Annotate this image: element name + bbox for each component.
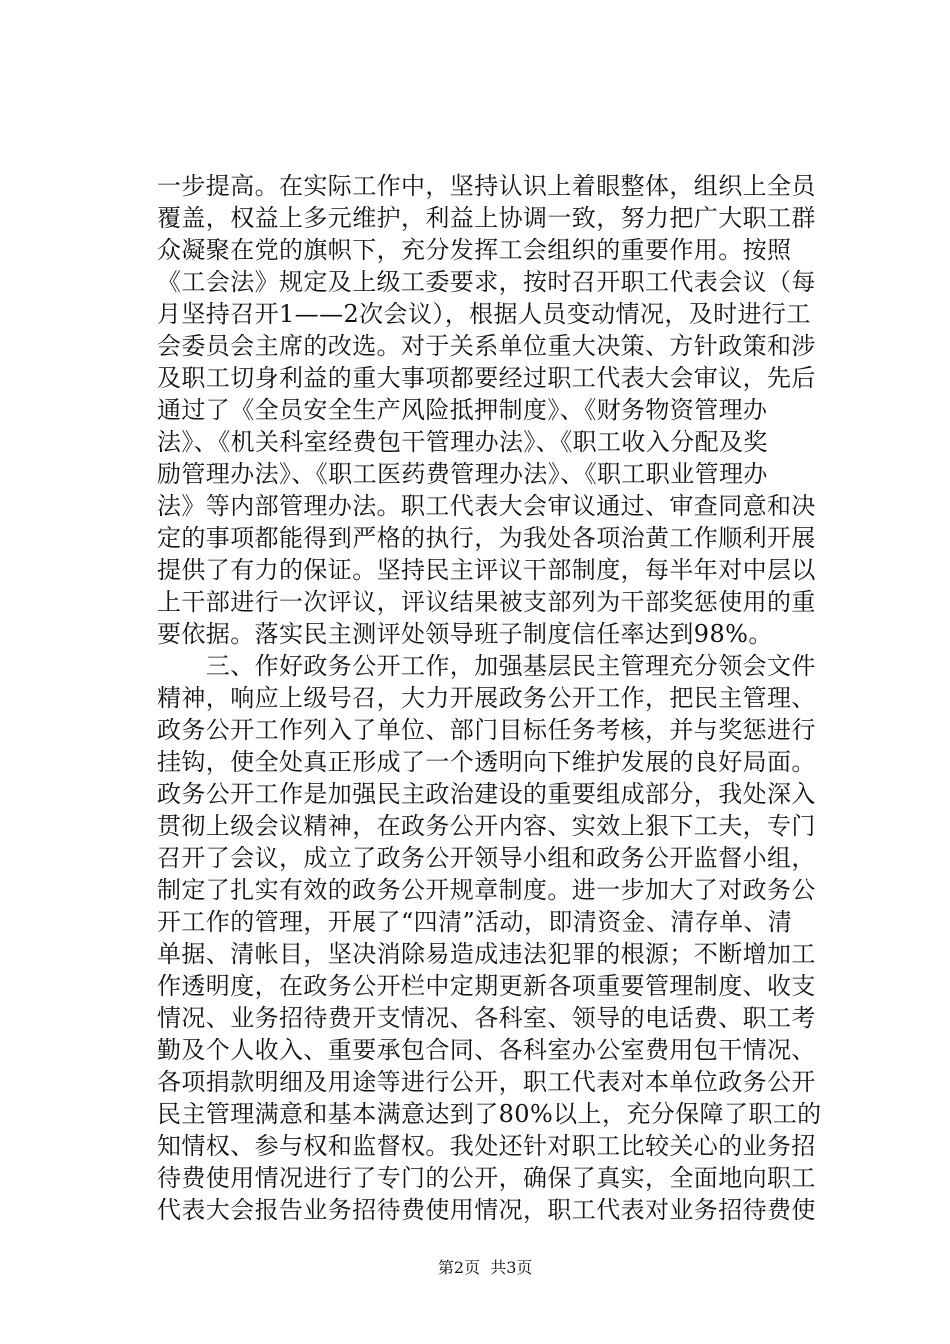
text-line: 众凝聚在党的旗帜下，充分发挥工会组织的重要作用。按照 — [157, 236, 792, 264]
text-line: 励管理办法》、《职工医药费管理办法》、《职工职业管理办 — [157, 460, 768, 488]
text-line: 情况、业务招待费开支情况、各科室、领导的电话费、职工考 — [157, 1004, 816, 1032]
text-line: 政务公开工作列入了单位、部门目标任务考核，并与奖惩进行 — [157, 716, 816, 744]
text-line: 法》、《机关科室经费包干管理办法》、《职工收入分配及奖 — [157, 428, 768, 456]
text-line: 要依据。落实民主测评处领导班子制度信任率达到98%。 — [157, 620, 773, 648]
text-line: 《工会法》规定及上级工委要求，按时召开职工代表会议（每 — [157, 268, 816, 296]
text-line: 政务公开工作是加强民主政治建设的重要组成部分，我处深入 — [157, 780, 816, 808]
text-line: 知情权、参与权和监督权。我处还针对职工比较关心的业务招 — [157, 1132, 816, 1160]
text-line: 及职工切身利益的重大事项都要经过职工代表大会审议，先后 — [157, 364, 816, 392]
text-line: 上干部进行一次评议，评议结果被支部列为干部奖惩使用的重 — [157, 588, 816, 616]
text-line: 召开了会议，成立了政务公开领导小组和政务公开监督小组， — [157, 844, 816, 872]
text-line: 一步提高。在实际工作中，坚持认识上着眼整体，组织上全员 — [157, 172, 816, 200]
text-line: 挂钩，使全处真正形成了一个透明向下维护发展的良好局面。 — [157, 748, 816, 776]
text-line: 开工作的管理，开展了“四清”活动，即清资金、清存单、清 — [157, 908, 793, 936]
text-line: 会委员会主席的改选。对于关系单位重大决策、方针政策和涉 — [157, 332, 816, 360]
body-text — [157, 170, 837, 1226]
text-line: 待费使用情况进行了专门的公开，确保了真实，全面地向职工 — [157, 1164, 816, 1192]
text-line: 贯彻上级会议精神，在政务公开内容、实效上狠下工夫，专门 — [157, 812, 816, 840]
text-line: 精神，响应上级号召，大力开展政务公开工作，把民主管理、 — [157, 684, 816, 712]
text-line: 覆盖，权益上多元维护，利益上协调一致，努力把广大职工群 — [157, 204, 816, 232]
text-line: 月坚持召开1——2次会议），根据人员变动情况，及时进行工 — [157, 300, 811, 328]
page-number-indicator: 第2页 共3页 — [437, 1258, 533, 1277]
text-line: 定的事项都能得到严格的执行，为我处各项治黄工作顺利开展 — [157, 524, 816, 552]
text-line: 代表大会报告业务招待费使用情况，职工代表对业务招待费使 — [157, 1196, 816, 1224]
text-line: 提供了有力的保证。坚持民主评议干部制度，每半年对中层以 — [157, 556, 816, 584]
text-line: 制定了扎实有效的政务公开规章制度。进一步加大了对政务公 — [157, 876, 816, 904]
text-line: 民主管理满意和基本满意达到了80%以上，充分保障了职工的 — [157, 1100, 822, 1128]
text-line: 法》等内部管理办法。职工代表大会审议通过、审查同意和决 — [157, 492, 816, 520]
page-footer — [0, 1238, 950, 1298]
text-line: 三、作好政务公开工作，加强基层民主管理充分领会文件 — [157, 652, 816, 680]
text-line: 作透明度，在政务公开栏中定期更新各项重要管理制度、收支 — [157, 972, 816, 1000]
text-line: 各项捐款明细及用途等进行公开，职工代表对本单位政务公开 — [157, 1068, 816, 1096]
text-line: 勤及个人收入、重要承包合同、各科室办公室费用包干情况、 — [157, 1036, 816, 1064]
text-line: 单据、清帐目，坚决消除易造成违法犯罪的根源；不断增加工 — [157, 940, 816, 968]
text-line: 通过了《全员安全生产风险抵押制度》、《财务物资管理办 — [157, 396, 768, 424]
